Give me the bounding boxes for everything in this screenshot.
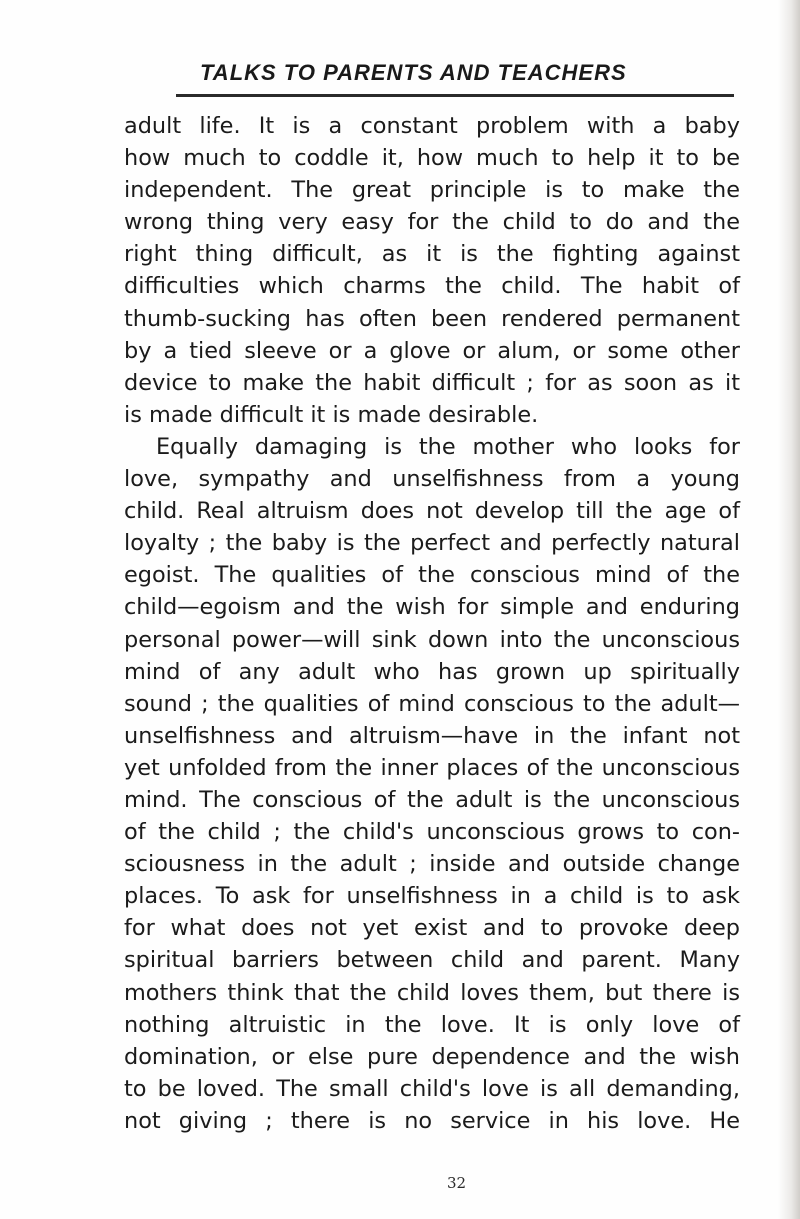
text-line: egoist. The qualities of the conscious mind of the: [124, 562, 740, 589]
text-line: is made difficult it is made desirable.: [124, 401, 539, 428]
text-line: mind. The conscious of the adult is the unconscious: [124, 786, 740, 813]
text-line: unselfishness and altruism—have in the infant not: [124, 722, 740, 749]
text-line: to be loved. The small child's love is all demanding,: [124, 1075, 740, 1102]
page-number: 32: [447, 1174, 467, 1192]
text-line: personal power—will sink down into the unconscious: [124, 626, 740, 653]
text-line: yet unfolded from the inner places of the unconscious: [124, 754, 740, 781]
text-line: mind of any adult who has grown up spiritually: [124, 658, 740, 685]
text-line: for what does not yet exist and to provoke deep: [124, 915, 740, 942]
text-line: adult life. It is a constant problem with a baby: [124, 113, 740, 139]
text-line: by a tied sleeve or a glove or alum, or some other: [124, 337, 740, 364]
text-line: places. To ask for unselfishness in a child is to ask: [124, 883, 740, 910]
text-line: wrong thing very easy for the child to do and the: [124, 209, 740, 236]
text-line: mothers think that the child loves them, but there is: [124, 979, 740, 1006]
text-line: device to make the habit difficult ; for as soon as it: [124, 369, 740, 396]
running-head: TALKS TO PARENTS AND TEACHERS: [200, 60, 627, 85]
text-line: independent. The great principle is to make the: [124, 177, 740, 204]
header-rule: [176, 94, 734, 97]
text-line: thumb-sucking has often been rendered permanent: [124, 305, 740, 332]
text-line: not giving ; there is no service in his love. He: [124, 1107, 740, 1134]
text-line: how much to coddle it, how much to help it to be: [124, 145, 740, 172]
text-line: sound ; the qualities of mind conscious to the adult—: [124, 690, 740, 717]
text-line: of the child ; the child's unconscious grows to con-: [124, 819, 740, 846]
body-text: [124, 110, 740, 1137]
text-line: difficulties which charms the child. The habit of: [124, 273, 740, 300]
text-line: sciousness in the adult ; inside and outside change: [124, 851, 740, 878]
text-line: domination, or else pure dependence and the wish: [124, 1043, 740, 1070]
text-line: child—egoism and the wish for simple and enduring: [124, 594, 740, 621]
text-line: spiritual barriers between child and parent. Many: [124, 947, 740, 974]
text-line: loyalty ; the baby is the perfect and perfectly natural: [124, 530, 740, 557]
paragraph-first-line: Equally damaging is the mother who looks for: [156, 433, 740, 460]
text-line: love, sympathy and unselfishness from a young: [124, 466, 740, 493]
text-line: right thing difficult, as it is the fighting against: [124, 241, 740, 268]
text-line: nothing altruistic in the love. It is only love of: [124, 1011, 740, 1038]
text-line: child. Real altruism does not develop till the age of: [124, 498, 740, 525]
page-edge-shadow: [778, 0, 800, 1219]
